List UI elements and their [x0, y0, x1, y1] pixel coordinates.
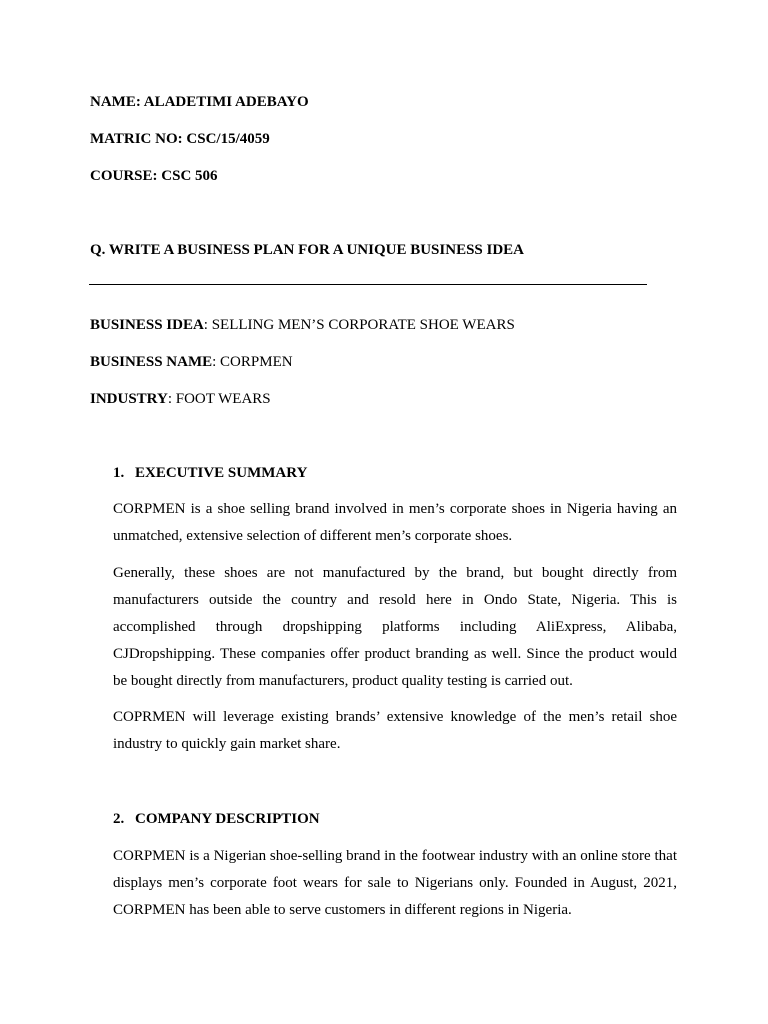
- section-number: 2.: [113, 811, 125, 827]
- section-heading-executive-summary: [113, 463, 307, 483]
- question-heading: Q. WRITE A BUSINESS PLAN FOR A UNIQUE BUSINESS IDEA: [90, 242, 525, 258]
- business-name-line: [90, 352, 293, 372]
- industry-value: : FOOT WEARS: [167, 391, 271, 407]
- company-description-paragraph-1: CORPMEN is a Nigerian shoe-selling brand in the footwear industry with an online store that displays men’s corporate foot wears for sale to Nigerians only. Founded in August, 2021, CORPMEN has been able to serve customers in different regions in Nigeria.: [113, 848, 677, 918]
- business-idea-line: [90, 315, 515, 335]
- industry-line: [90, 389, 271, 409]
- business-idea-value: : SELLING MEN’S CORPORATE SHOE WEARS: [203, 317, 515, 333]
- business-idea-label: BUSINESS IDEA: [90, 317, 204, 333]
- section-title: COMPANY DESCRIPTION: [135, 811, 320, 827]
- executive-summary-paragraph-2: Generally, these shoes are not manufactured by the brand, but bought directly from manufacturers outside the country and resold here in Ondo State, Nigeria. This is accomplished through dropshipping platforms including AliExpress, Alibaba, CJDropshipping. These companies offer product branding as well. Since the product would be bought directly from manufacturers, product quality testing is carried out.: [113, 565, 677, 689]
- student-name-line: [90, 92, 309, 112]
- matric-value: CSC/15/4059: [186, 131, 270, 147]
- section-title: EXECUTIVE SUMMARY: [135, 465, 308, 481]
- section-heading-company-description: [113, 809, 320, 829]
- divider-line: [89, 284, 647, 285]
- business-name-label: BUSINESS NAME: [90, 354, 213, 370]
- matric-label: MATRIC NO:: [90, 131, 183, 147]
- industry-label: INDUSTRY: [90, 391, 168, 407]
- executive-summary-paragraph-3: COPRMEN will leverage existing brands’ extensive knowledge of the men’s retail shoe industry to quickly gain market share.: [113, 709, 677, 752]
- course-value: CSC 506: [161, 168, 218, 184]
- course-line: [90, 166, 218, 186]
- section-number: 1.: [113, 465, 125, 481]
- matric-line: [90, 129, 270, 149]
- business-name-value: : CORPMEN: [212, 354, 293, 370]
- executive-summary-paragraph-1: CORPMEN is a shoe selling brand involved in men’s corporate shoes in Nigeria having an unmatched, extensive selection of different men’s corporate shoes.: [113, 501, 677, 544]
- name-value: ALADETIMI ADEBAYO: [143, 94, 309, 110]
- course-label: COURSE:: [90, 168, 158, 184]
- name-label: NAME:: [90, 94, 141, 110]
